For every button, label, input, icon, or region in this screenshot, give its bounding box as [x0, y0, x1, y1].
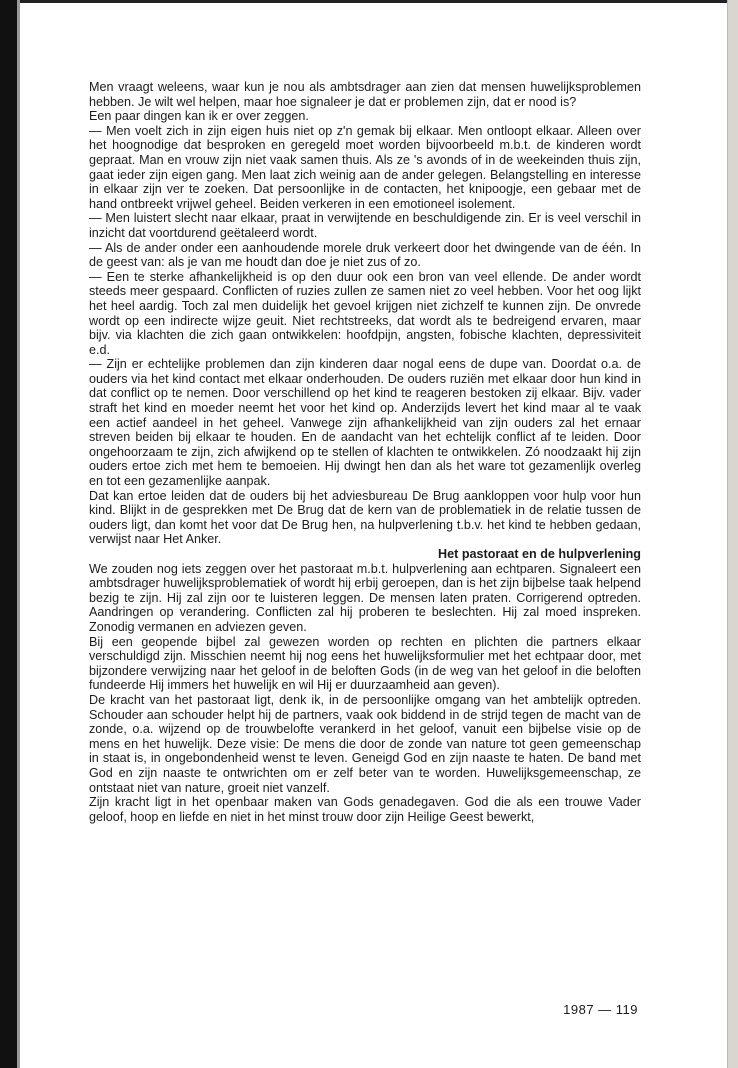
paragraph-de-brug: Dat kan ertoe leiden dat de ouders bij het adviesbureau De Brug aankloppen voor hulp voor hun kind. Blijkt in de gesprekken met De Brug dat de kern van de problematiek in de relatie tussen de ouders ligt, dan komt het voor dat De Brug hen, na hulpverlening t.b.v. het kind te hebben gedaan, verwijst naar Het Anker.	[89, 488, 641, 547]
paragraph-intro-lead: Een paar dingen kan ik er over zeggen.	[89, 109, 309, 124]
scan-right-edge	[728, 0, 738, 1068]
scan-left-edge	[0, 0, 17, 1068]
paragraph-sign-listening: — Men luistert slecht naar elkaar, praat in verwijtende en beschuldigende zin. Er is veel verschil in inzicht dat voortdurend geëtaleerd wordt.	[89, 211, 641, 240]
paragraph-sign-dependency: — Een te sterke afhankelijkheid is op den duur ook een bron van veel ellende. De ander wordt steeds meer gespaard. Conflicten of ruzies zullen ze samen niet zo veel hebben. Voor het oog lijkt het heel aardig. Toch zal men duidelijk het gevoel krijgen niet zichzelf te kunnen zijn. De onvrede wordt op een indirecte wijze geuit. Niet rechtstreeks, dat wordt als te bedreigend ervaren, maar bijv. via klachten die zich gaan ontwikkelen: hoofdpijn, angsten, fobische klachten, depressiviteit e.d.	[89, 269, 641, 357]
paragraph-intro-question: Men vraagt weleens, waar kun je nou als ambtsdrager aan zien dat mensen huwelijksproblemen hebben. Je wilt wel helpen, maar hoe signaleer je dat er problemen zijn, dat er nood is?	[89, 80, 641, 109]
paragraph-genadegaven: Zijn kracht ligt in het openbaar maken van Gods genadegaven. God die als een trouwe Vader geloof, hoop en liefde en niet in het minst trouw door zijn Heilige Geest bewerkt,	[89, 795, 641, 824]
page-number: 1987 — 119	[563, 1002, 638, 1017]
paragraph-sign-isolation: — Men voelt zich in zijn eigen huis niet op z'n gemak bij elkaar. Men ontloopt elkaar. Alleen over het hoognodige dat besproken en geregeld moet worden bijvoorbeeld m.b.t. de kinderen wordt gepraat. Man en vrouw zijn niet vaak samen thuis. Als ze 's avonds of in de weekeinden thuis zijn, gaat ieder zijn eigen gang. Men laat zich weinig aan de ander gelegen. Belangstelling en interesse in elkaar zijn ver te zoeken. Dat persoonlijke in de contacten, het knipoogje, een gebaar met de hand ontbreekt vrijwel geheel. Beiden verkeren in een emotioneel isolement.	[89, 123, 641, 211]
scan-left-edge-shadow	[17, 0, 20, 1068]
paragraph-sign-children: — Zijn er echtelijke problemen dan zijn kinderen daar nogal eens de dupe van. Doordat o.a. de ouders via het kind contact met elkaar onderhouden. De ouders ruziën met elkaar door hun kind in dat conflict op te nemen. Door verschillend op het kind te reageren bestoken zij elkaar. Bijv. vader straft het kind en moeder neemt het voor het kind op. Anderzijds levert het kind maar al te vaak een actief aandeel in het geheel. Vanwege zijn afhankelijkheid van zijn ouders zal het ernaar streven beiden bij elkaar te houden. En de aandacht van het echtelijk conflict af te leiden. Door ongehoorzaam te zijn, zich afwijkend op te stellen of klachten te ontwikkelen. Zó noodzaakt hij zijn ouders ertoe zich met hem te bemoeien. Hij dwingt hen dan als het ware tot gezamenlijk overleg en tot een gezamenlijke aanpak.	[89, 357, 641, 489]
paragraph-open-bible: Bij een geopende bijbel zal gewezen worden op rechten en plichten die partners elkaar verschuldigd zijn. Misschien neemt hij nog eens het huwelijksformulier met het echtpaar door, met bijzondere verwijzing naar het geloof in de beloften Gods (in de weg van het geloof in die beloften fundeerde Hij immers het huwelijk en wil Hij er duurzaamheid aan geven).	[89, 634, 641, 693]
scan-top-edge	[0, 0, 738, 3]
paragraph-pastoraat-role: We zouden nog iets zeggen over het pastoraat m.b.t. hulpverlening aan echtparen. Signaleert een ambtsdrager huwelijksproblematiek of wordt hij erbij geroepen, dan is het zijn bijbelse taak helpend bezig te zijn. Hij zal zijn oor te luisteren leggen. De mensen laten praten. Corrigerend optreden. Aandringen op verandering. Conflicten zal hij proberen te beslechten. Hij zal moed inspreken. Zonodig vermanen en adviezen geven.	[89, 561, 641, 634]
paragraph-sign-moral-pressure: — Als de ander onder een aanhoudende morele druk verkeert door het dwingende van de één. In de geest van: als je van me houdt dan doe je niet zus of zo.	[89, 240, 641, 270]
paragraph-kracht-pastoraat: De kracht van het pastoraat ligt, denk ik, in de persoonlijke omgang van het ambtelijk optreden. Schouder aan schouder helpt hij de partners, vaak ook biddend in de strijd tegen de macht van de zonde, o.a. wijzend op de trouwbelofte verankerd in het geloof, vanuit een bijbelse visie op de mens en het huwelijk. Deze visie: De mens die door de zonde van nature tot geen gemeenschap in staat is, in ongebondenheid wenst te leven. Geneigd God en zijn naaste te haten. De band met God en zijn naaste te ontwrichten om er zelf beter van te worden. Huwelijksgemeenschap, ze ontstaat niet van nature, groeit niet vanzelf.	[89, 692, 641, 795]
section-heading: Het pastoraat en de hulpverlening	[438, 547, 641, 561]
page-body	[89, 80, 641, 824]
